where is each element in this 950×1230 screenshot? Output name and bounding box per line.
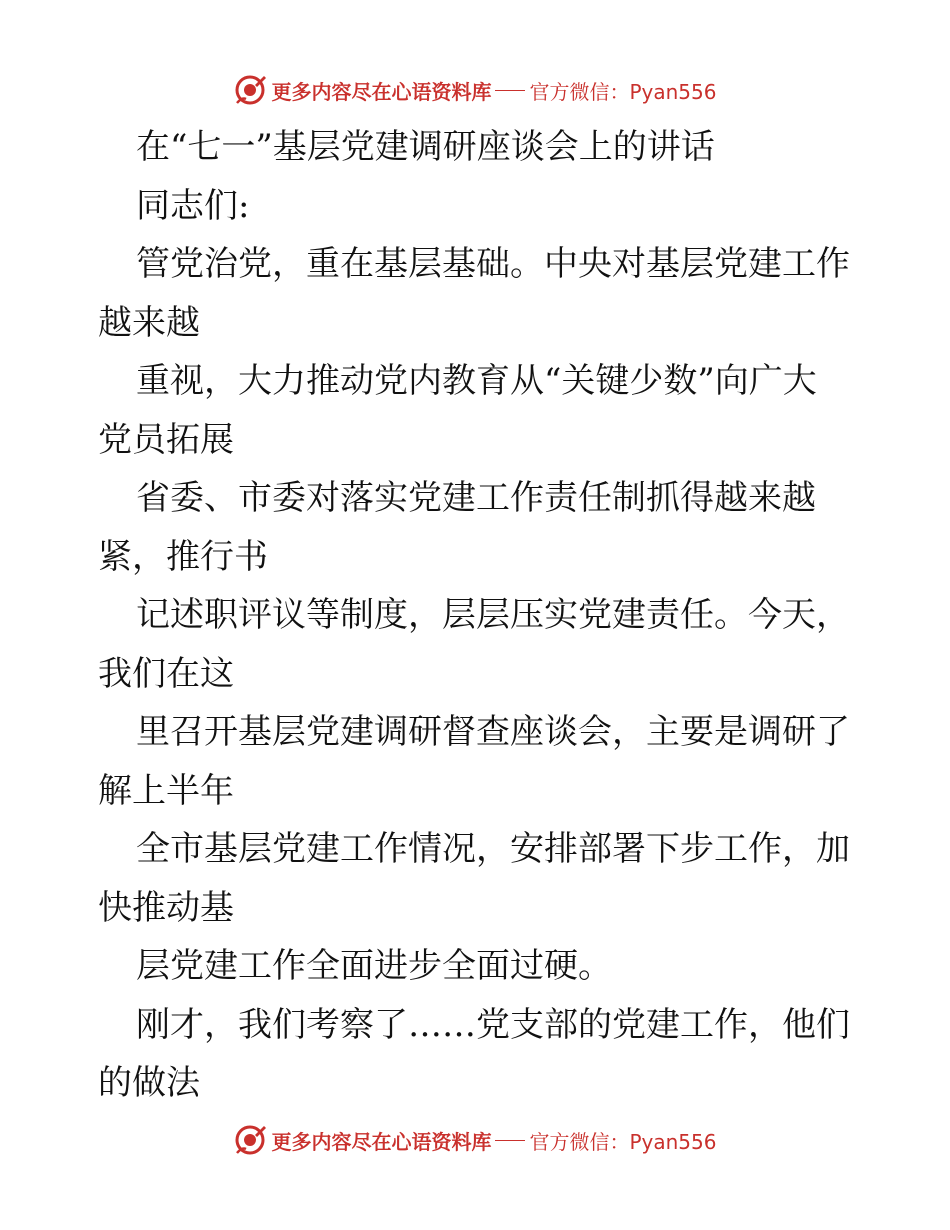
banner-main-text: 更多内容尽在心语资料库 (271, 1129, 492, 1154)
header-banner (0, 70, 950, 110)
text-line: 管党治党，重在基层基础。中央对基层党建工作 (136, 244, 850, 284)
text-line: 解上半年 (98, 770, 234, 811)
text-line: 里召开基层党建调研督查座谈会，主要是调研了 (136, 712, 850, 752)
banner-main-text: 更多内容尽在心语资料库 (271, 79, 492, 104)
banner-sub-text: 官方微信：Pyan556 (529, 1129, 717, 1154)
banner-dash (495, 90, 525, 91)
document-body (98, 118, 858, 1113)
footer-banner (0, 1120, 950, 1160)
text-line: 我们在这 (98, 653, 234, 694)
text-line: 党员拓展 (98, 419, 234, 460)
text-line: 在“七一”基层党建调研座谈会上的讲话 (136, 127, 715, 167)
text-line: 的做法 (98, 1063, 200, 1103)
pen-nib-logo-icon (233, 1123, 267, 1157)
banner-dash (495, 1140, 525, 1141)
text-line: 紧，推行书 (98, 536, 268, 577)
text-line: 记述职评议等制度，层层压实党建责任。今天， (136, 595, 850, 635)
text-line: 快推动基 (98, 887, 234, 928)
banner-sub-text: 官方微信：Pyan556 (529, 79, 717, 104)
text-line: 全市基层党建工作情况，安排部署下步工作，加 (136, 829, 850, 869)
text-line: 层党建工作全面进步全面过硬。 (136, 946, 612, 986)
text-line: 同志们: (136, 185, 250, 226)
text-line: 越来越 (98, 302, 200, 343)
pen-nib-logo-icon (233, 73, 267, 107)
text-line: 省委、市委对落实党建工作责任制抓得越来越 (136, 478, 816, 518)
text-line: 重视，大力推动党内教育从“关键少数”向广大 (136, 361, 817, 401)
text-line: 刚才，我们考察了……党支部的党建工作，他们 (136, 1004, 850, 1045)
